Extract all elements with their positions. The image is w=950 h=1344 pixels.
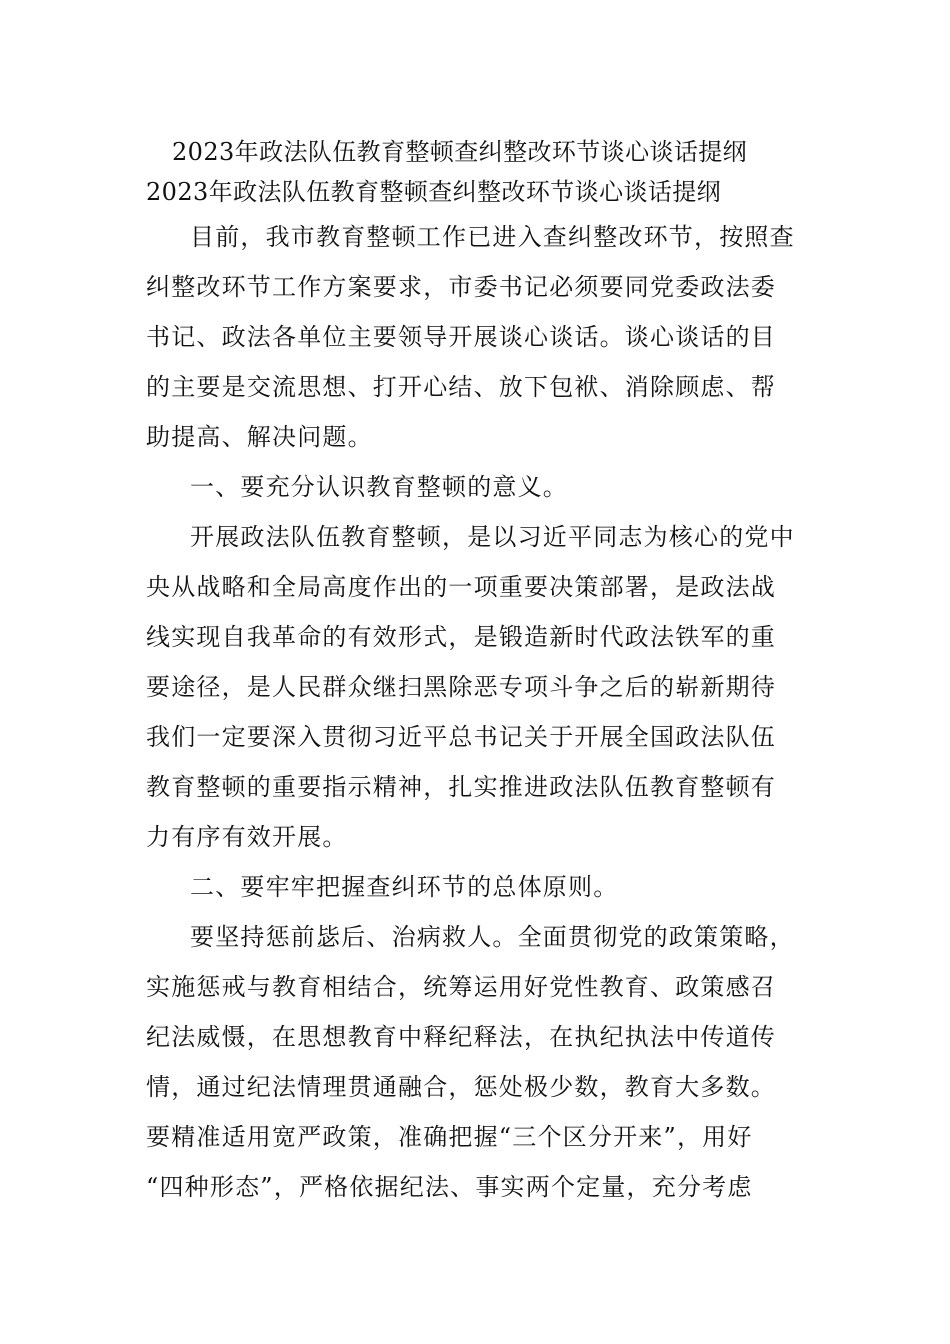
document-title: 2023年政法队伍教育整顿查纠整改环节谈心谈话提纲 (172, 138, 748, 166)
paragraph-line: 纪法威慑，在思想教育中释纪释法，在执纪执法中传道传 (146, 1023, 776, 1051)
paragraph-line: 教育整顿的重要指示精神，扎实推进政法队伍教育整顿有 (146, 773, 776, 801)
paragraph-line: 我们一定要深入贯彻习近平总书记关于开展全国政法队伍 (146, 723, 776, 751)
paragraph-line: 开展政法队伍教育整顿，是以习近平同志为核心的党中 (190, 523, 795, 551)
paragraph-line: 的主要是交流思想、打开心结、放下包袱、消除顾虑、帮 (146, 373, 776, 401)
paragraph-line: 情，通过纪法情理贯通融合，惩处极少数，教育大多数。 (146, 1073, 776, 1101)
paragraph-principles (146, 912, 806, 1212)
paragraph-line: 要坚持惩前毖后、治病救人。全面贯彻党的政策策略， (190, 923, 795, 951)
paragraph-line: 力有序有效开展。 (146, 823, 348, 851)
paragraph-line: 助提高、解决问题。 (146, 423, 373, 451)
paragraph-line: 线实现自我革命的有效形式，是锻造新时代政法铁军的重 (146, 623, 776, 651)
paragraph-line: 目前，我市教育整顿工作已进入查纠整改环节，按照查 (190, 223, 795, 251)
paragraph-intro (146, 212, 806, 462)
section-heading-line: 一、要充分认识教育整顿的意义。 (190, 473, 568, 501)
section-heading-line: 二、要牢牢把握查纠环节的总体原则。 (190, 873, 619, 901)
paragraph-line: 书记、政法各单位主要领导开展谈心谈话。谈心谈话的目 (146, 323, 776, 351)
paragraph-line: 纠整改环节工作方案要求，市委书记必须要同党委政法委 (146, 273, 776, 301)
section-heading-2 (146, 862, 806, 912)
paragraph-line: 央从战略和全局高度作出的一项重要决策部署，是政法战 (146, 573, 776, 601)
paragraph-line: 要途径，是人民群众继扫黑除恶专项斗争之后的崭新期待 (146, 673, 776, 701)
document-title-repeat: 2023年政法队伍教育整顿查纠整改环节谈心谈话提纲 (146, 178, 722, 206)
paragraph-line: 实施惩戒与教育相结合，统筹运用好党性教育、政策感召 (146, 973, 776, 1001)
paragraph-line: 要精准适用宽严政策，准确把握“三个区分开来”，用好 (146, 1123, 753, 1151)
paragraph-line: “四种形态”，严格依据纪法、事实两个定量，充分考虑 (146, 1173, 753, 1201)
document-body (146, 132, 806, 1212)
paragraph-significance (146, 512, 806, 862)
section-heading-1 (146, 462, 806, 512)
